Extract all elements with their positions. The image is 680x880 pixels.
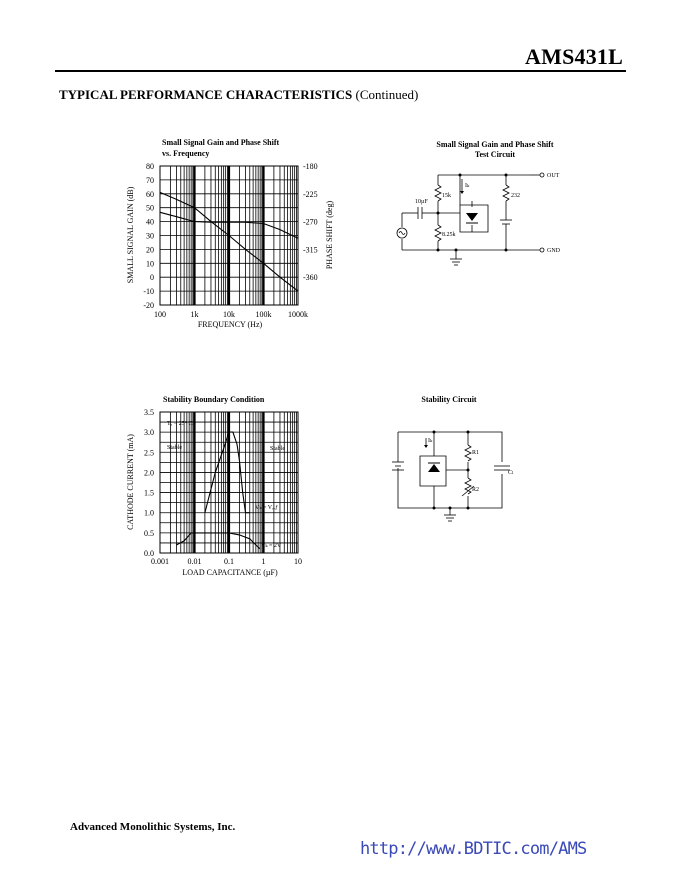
header-rule (55, 70, 626, 72)
stability-chart-xlabel: LOAD CAPACITANCE (µF) (182, 568, 278, 577)
gain-y-tick-label: 80 (146, 162, 154, 171)
gain-y-tick-label: 40 (146, 217, 154, 227)
phase-y-tick-label: -360 (303, 273, 318, 283)
gain-phase-chart (120, 130, 350, 335)
section-title (59, 87, 418, 103)
gain-y-tick-label: 50 (146, 203, 154, 213)
gain-chart-title-line2: vs. Frequency (162, 149, 210, 158)
test-circuit-r-load-label: 232 (511, 193, 520, 199)
phase-y-tick-label: -270 (303, 217, 318, 227)
stability-chart-x-ticks (151, 557, 302, 566)
test-circuit-title-line2: Test Circuit (474, 150, 516, 159)
stability-annot-stable-left: Stable (167, 445, 182, 451)
gain-y-tick-label: -10 (143, 287, 154, 297)
stability-y-tick-label: 1.5 (144, 488, 154, 498)
stability-annot-stable-right: Stable (270, 446, 285, 452)
stability-y-tick-label: 2.5 (144, 448, 154, 458)
stability-x-tick-label: 0.1 (224, 557, 234, 566)
stability-chart (120, 385, 350, 585)
gain-chart-y-ticks (143, 162, 154, 310)
gain-chart-phase-ticks (303, 162, 318, 282)
stability-chart-title: Stability Boundary Condition (163, 395, 265, 404)
gain-y-tick-label: 60 (146, 189, 154, 199)
test-circuit-current-label: Iₖ (465, 183, 470, 189)
test-circuit-r-top-label: 15k (442, 193, 451, 199)
test-circuit-out-label: OUT (547, 173, 560, 179)
test-circuit-schematic (390, 135, 580, 270)
gain-x-tick-label: 10k (223, 310, 235, 319)
stability-chart-y-ticks (144, 408, 154, 558)
gain-chart-phase-label: PHASE SHIFT (deg) (325, 200, 334, 270)
gain-chart-xlabel: FREQUENCY (Hz) (197, 320, 263, 329)
stability-circuit-current-label: Iₖ (428, 438, 433, 444)
section-title-bold: TYPICAL PERFORMANCE CHARACTERISTICS (59, 87, 353, 102)
stability-y-tick-label: 0.0 (144, 549, 154, 558)
gain-x-tick-label: 100k (255, 310, 272, 319)
gain-x-tick-label: 1k (190, 310, 199, 319)
footer-company: Advanced Monolithic Systems, Inc. (70, 821, 236, 833)
stability-circuit-cl-label: Cₗ (508, 470, 514, 476)
phase-y-tick-label: -180 (303, 162, 318, 171)
stability-x-tick-label: 10 (294, 557, 302, 566)
stability-circuit-title: Stability Circuit (421, 395, 477, 404)
gain-x-tick-label: 100 (154, 310, 166, 319)
stability-annot-vk-2v: Vₖ = 2V (261, 543, 282, 549)
stability-y-tick-label: 1.0 (144, 508, 154, 518)
test-circuit-r-bot-label: 8.25k (442, 232, 456, 238)
stability-y-tick-label: 2.0 (144, 468, 154, 478)
stability-x-tick-label: 1 (261, 557, 266, 566)
phase-y-tick-label: -225 (303, 189, 318, 199)
stability-x-tick-label: 0.01 (187, 557, 202, 566)
gain-x-tick-label: 1000k (288, 310, 308, 319)
gain-y-tick-label: 70 (146, 175, 154, 185)
stability-circuit-r2-label: R2 (472, 487, 480, 493)
stability-y-tick-label: 3.5 (144, 408, 154, 417)
footer-url[interactable]: http://www.BDTIC.com/AMS (360, 839, 587, 859)
section-title-suffix: (Continued) (355, 87, 419, 102)
gain-chart-ylabel: SMALL SIGNAL GAIN (dB) (126, 186, 135, 284)
gain-chart-x-ticks (154, 310, 308, 319)
stability-x-tick-label: 0.001 (151, 557, 169, 566)
test-circuit-title-line1: Small Signal Gain and Phase Shift (436, 140, 554, 149)
stability-circuit-schematic (390, 390, 530, 525)
stability-chart-ylabel: CATHODE CURRENT (mA) (126, 434, 135, 530)
stability-annot-vk-vref: Vₖ = Vᵣₑƒ (255, 505, 279, 511)
stability-circuit-r1-label: R1 (472, 450, 480, 456)
gain-chart-title-line1: Small Signal Gain and Phase Shift (162, 138, 280, 147)
test-circuit-cap-label: 10µF (415, 199, 428, 205)
stability-annot-ta: Tₐ = 25° C (167, 421, 193, 427)
gain-y-tick-label: -20 (143, 301, 154, 310)
gain-y-tick-label: 10 (146, 259, 154, 269)
phase-y-tick-label: -315 (303, 245, 318, 255)
part-number: AMS431L (525, 44, 623, 69)
gain-y-tick-label: 30 (146, 231, 154, 241)
stability-y-tick-label: 3.0 (144, 428, 154, 438)
gain-y-tick-label: 20 (146, 245, 154, 255)
stability-y-tick-label: 0.5 (144, 528, 154, 538)
gain-y-tick-label: 0 (150, 273, 154, 283)
test-circuit-gnd-label: GND (547, 248, 560, 254)
